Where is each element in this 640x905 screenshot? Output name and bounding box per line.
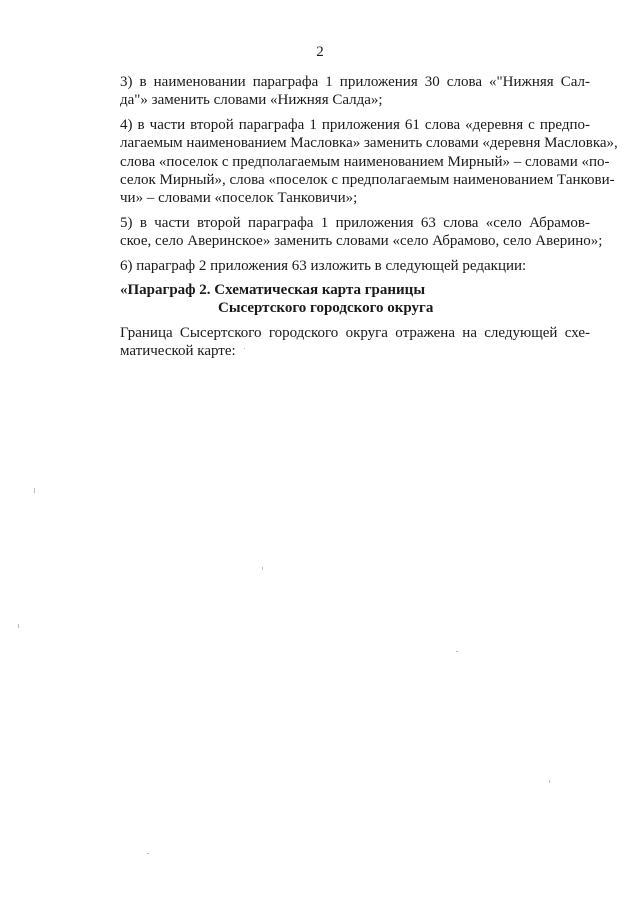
paragraph-item-3 <box>85 73 590 110</box>
text-line: лагаемым наименованием Масловка» заменить словами «деревня Масловка», <box>120 135 618 152</box>
text-line: чи» – словами «поселок Танковичи»; <box>120 190 358 207</box>
paragraph-item-6 <box>85 257 590 275</box>
section-heading <box>85 281 590 318</box>
scan-speck <box>34 488 35 493</box>
heading-line-1: «Параграф 2. Схематическая карта границы <box>120 282 426 299</box>
scan-speck <box>147 853 149 854</box>
heading-line-2: Сысертского городского округа <box>218 300 434 317</box>
paragraph-item-5 <box>85 214 603 251</box>
text-line: 3) в наименовании параграфа 1 приложения 30 слова «"Нижняя Сал- <box>120 74 590 90</box>
text-line: 5) в части второй параграфа 1 приложения 63 слова «село Абрамов- <box>120 214 590 231</box>
text-line: ское, село Аверинское» заменить словами «село Абрамово, село Аверино»; <box>120 233 603 250</box>
closing-paragraph <box>85 324 590 361</box>
document-body <box>85 73 618 367</box>
scan-speck <box>262 567 263 570</box>
text-line: да"» заменить словами «Нижняя Салда»; <box>120 92 383 109</box>
scan-speck <box>244 348 245 349</box>
text-line: Граница Сысертского городского округа отражена на следующей схе- <box>120 324 590 341</box>
text-line: слова «поселок с предполагаемым наименованием Мирный» – словами «по- <box>120 153 610 170</box>
text-line: матической карте: <box>120 343 236 360</box>
text-line: селок Мирный», слова «поселок с предполагаемым наименованием Танкови- <box>120 172 615 189</box>
page-number: 2 <box>316 44 324 60</box>
text-line: 4) в части второй параграфа 1 приложения 61 слова «деревня с предпо- <box>120 116 590 133</box>
scan-speck <box>456 651 458 652</box>
text-line: 6) параграф 2 приложения 63 изложить в следующей редакции: <box>120 257 527 274</box>
scan-speck <box>18 624 19 628</box>
scan-speck <box>549 780 550 783</box>
paragraph-item-4 <box>85 116 618 208</box>
